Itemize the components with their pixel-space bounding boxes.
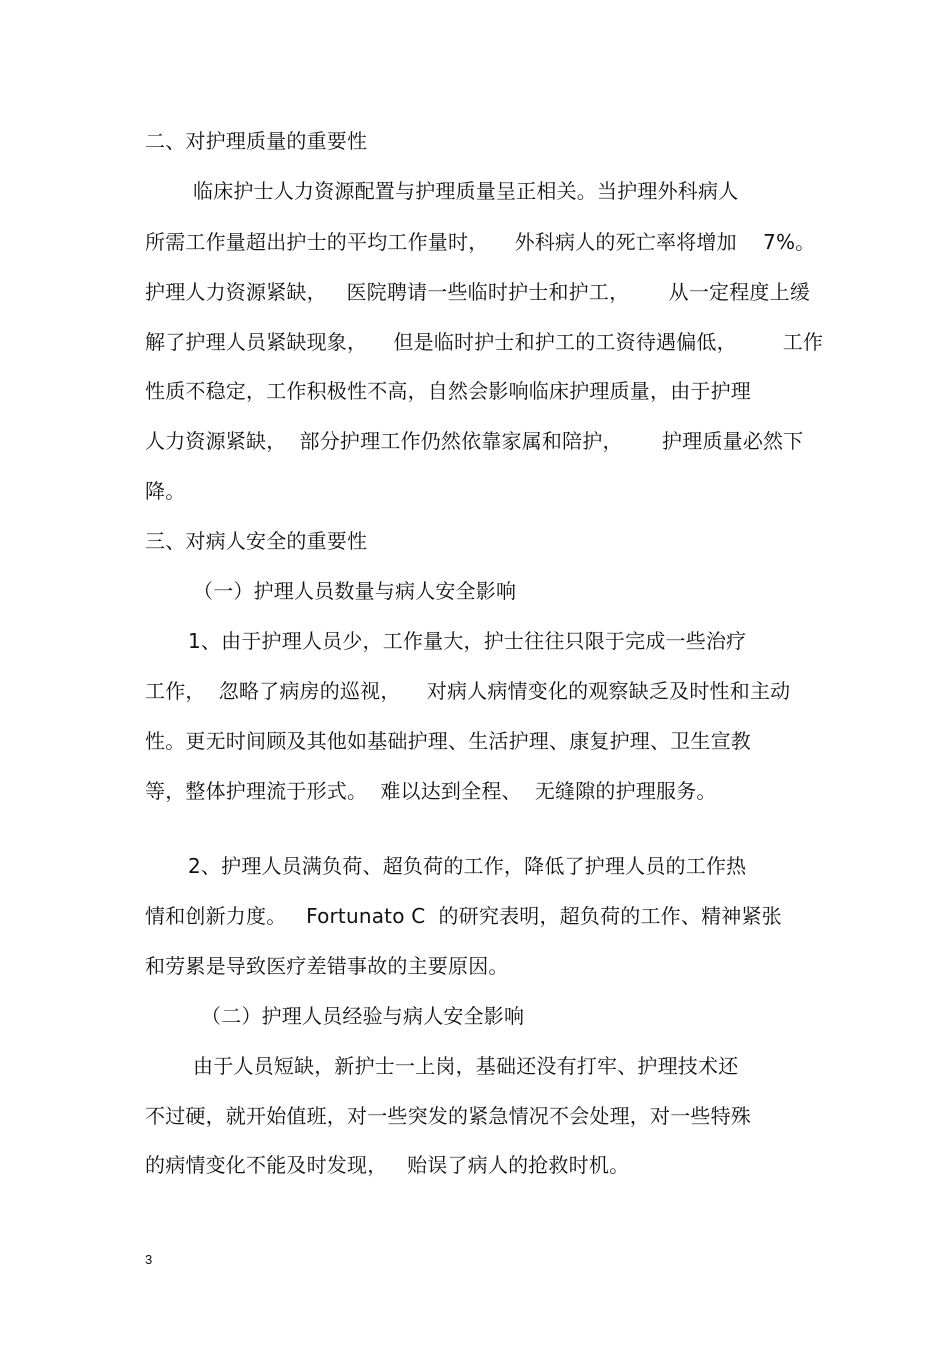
paragraph-line: 2、护理人员满负荷、超负荷的工作，降低了护理人员的工作热 — [188, 854, 747, 878]
paragraph-line: 人力资源紧缺， 部分护理工作仍然依靠家属和陪护， 护理质量必然下 — [145, 429, 804, 453]
section-heading-safety: 三、对病人安全的重要性 — [145, 529, 368, 553]
paragraph-line: 性质不稳定，工作积极性不高，自然会影响临床护理质量，由于护理 — [145, 379, 751, 403]
paragraph-line: 由于人员短缺，新护士一上岗，基础还没有打牢、护理技术还 — [193, 1054, 739, 1078]
paragraph-line: 降。 — [145, 479, 186, 503]
paragraph-line: 护理人力资源紧缺， 医院聘请一些临时护士和护工， 从一定程度上缓 — [145, 280, 811, 304]
paragraph-line: 工作， 忽略了病房的巡视， 对病人病情变化的观察缺乏及时性和主动 — [145, 679, 791, 703]
page-number: 3 — [145, 1252, 153, 1267]
paragraph-line: 不过硬，就开始值班，对一些突发的紧急情况不会处理，对一些特殊 — [145, 1104, 751, 1128]
paragraph-line: 解了护理人员紧缺现象， 但是临时护士和护工的工资待遇偏低， 工作 — [145, 330, 824, 354]
subsection-heading: （二）护理人员经验与病人安全影响 — [201, 1004, 525, 1028]
paragraph-line: 1、由于护理人员少，工作量大，护士往往只限于完成一些治疗 — [188, 629, 747, 653]
paragraph-line: 所需工作量超出护士的平均工作量时， 外科病人的死亡率将增加 7%。 — [145, 230, 816, 254]
paragraph-line: 临床护士人力资源配置与护理质量呈正相关。当护理外科病人 — [193, 179, 739, 203]
paragraph-line: 等，整体护理流于形式。 难以达到全程、 无缝隙的护理服务。 — [145, 779, 717, 803]
subsection-heading: （一）护理人员数量与病人安全影响 — [193, 579, 517, 603]
paragraph-line: 情和创新力度。 Fortunato C 的研究表明，超负荷的工作、精神紧张 — [145, 904, 782, 928]
section-heading-quality: 二、对护理质量的重要性 — [145, 129, 368, 153]
paragraph-line: 和劳累是导致医疗差错事故的主要原因。 — [145, 954, 509, 978]
paragraph-line: 的病情变化不能及时发现， 贻误了病人的抢救时机。 — [145, 1153, 630, 1177]
paragraph-line: 性。更无时间顾及其他如基础护理、生活护理、康复护理、卫生宣教 — [145, 729, 751, 753]
